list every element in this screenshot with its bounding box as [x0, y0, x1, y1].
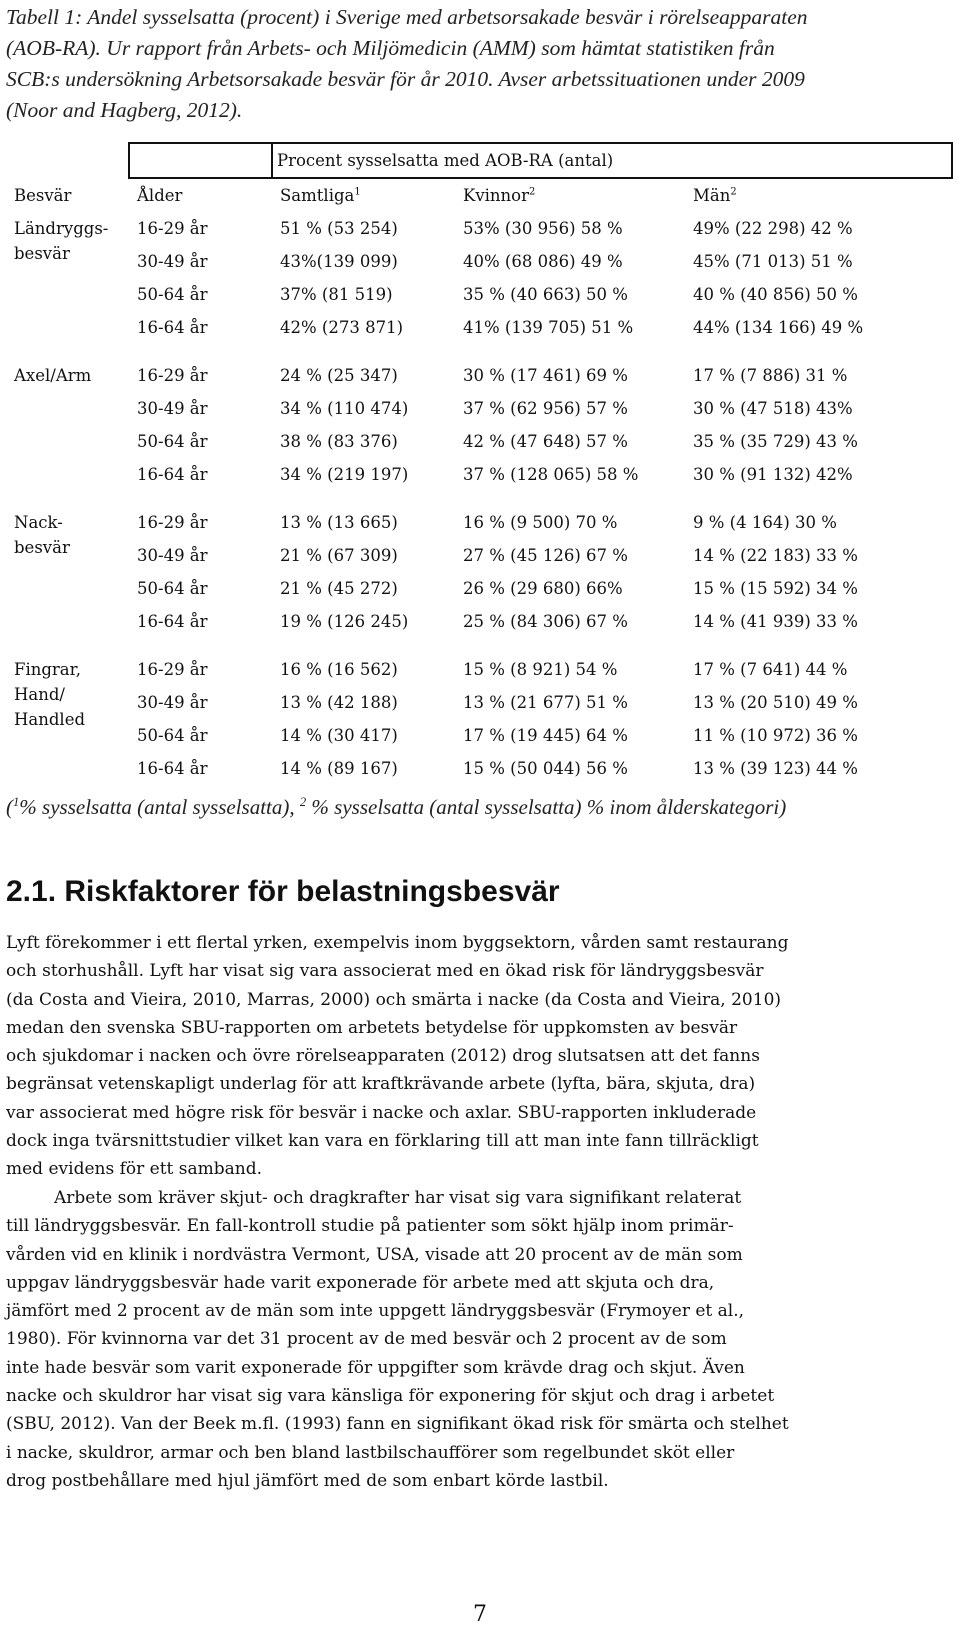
cell-alder: 16-29 år	[137, 366, 208, 385]
cell-kvinnor: 17 % (19 445) 64 %	[463, 726, 628, 745]
cell-man: 49% (22 298) 42 %	[693, 219, 853, 238]
cell-samtliga: 51 % (53 254)	[280, 219, 398, 238]
group-spacer-row	[6, 344, 952, 359]
besvar-label: Axel/Arm	[14, 366, 92, 385]
cell-man: 35 % (35 729) 43 %	[693, 432, 858, 451]
cell-alder: 30-49 år	[137, 693, 208, 712]
paragraph-line: inte hade besvär som varit exponerade för uppgifter som krävde drag och skjut. Även	[6, 1357, 745, 1378]
paragraph-line: medan den svenska SBU-rapporten om arbetets betydelse för uppkomsten av besvär	[6, 1017, 738, 1038]
table-row	[6, 605, 952, 638]
paragraph-line: dock inga tvärsnittstudier vilket kan vara en förklaring till att man inte fann tillräckligt	[6, 1131, 759, 1152]
table-column-header-row	[6, 178, 952, 212]
cell-kvinnor: 53% (30 956) 58 %	[463, 219, 623, 238]
paragraph-line: Arbete som kräver skjut- och dragkrafter har visat sig vara signifikant relaterat	[54, 1188, 742, 1208]
cell-alder: 16-64 år	[137, 318, 208, 337]
cell-kvinnor: 40% (68 086) 49 %	[463, 252, 623, 271]
paragraph-line: jämfört med 2 procent av de män som inte uppgett ländryggsbesvär (Frymoyer et al.,	[6, 1301, 745, 1322]
cell-kvinnor: 35 % (40 663) 50 %	[463, 285, 628, 304]
header-alder: Ålder	[137, 186, 183, 205]
cell-samtliga: 13 % (13 665)	[280, 513, 398, 532]
cell-alder: 30-49 år	[137, 546, 208, 565]
cell-man: 14 % (22 183) 33 %	[693, 546, 858, 565]
paragraph-line: Lyft förekommer i ett flertal yrken, exempelvis inom byggsektorn, vården samt restaurang	[6, 933, 789, 953]
cell-samtliga: 38 % (83 376)	[280, 432, 398, 451]
cell-alder: 16-29 år	[137, 660, 208, 679]
cell-man: 40 % (40 856) 50 %	[693, 285, 858, 304]
cell-kvinnor: 30 % (17 461) 69 %	[463, 366, 628, 385]
cell-man: 13 % (20 510) 49 %	[693, 693, 858, 712]
table-footnote	[6, 792, 956, 822]
empty-header-cell	[6, 143, 129, 178]
cell-alder: 50-64 år	[137, 726, 208, 745]
group-header-cell	[272, 143, 952, 178]
table-row	[6, 506, 952, 539]
cell-kvinnor: 27 % (45 126) 67 %	[463, 546, 628, 565]
footnote-open: (	[6, 795, 13, 819]
table-row	[6, 719, 952, 752]
cell-kvinnor: 25 % (84 306) 67 %	[463, 612, 628, 631]
paragraph-line: och storhushåll. Lyft har visat sig vara associerat med en ökad risk för ländryggsbesvär	[6, 961, 764, 982]
besvar-cell	[6, 359, 129, 491]
paragraph-line: (SBU, 2012). Van der Beek m.fl. (1993) fann en signifikant ökad risk för smärta och stelhet	[6, 1414, 789, 1435]
paragraph-line: i nacke, skuldror, armar och ben bland lastbilschaufförer som regelbundet sköt eller	[6, 1442, 735, 1463]
besvar-label: besvär	[14, 538, 70, 557]
header-man-sup: 2	[730, 186, 737, 198]
table-row	[6, 278, 952, 311]
caption-line: Tabell 1: Andel sysselsatta (procent) i Sverige med arbetsorsakade besvär i rörelseapparaten	[6, 5, 808, 29]
cell-samtliga: 21 % (67 309)	[280, 546, 398, 565]
footnote-part-2: % sysselsatta (antal sysselsatta) % inom ålderskategori)	[306, 795, 787, 819]
paragraph-line: var associerat med högre risk för besvär i nacke och axlar. SBU-rapporten inkluderade	[6, 1102, 757, 1123]
cell-man: 14 % (41 939) 33 %	[693, 612, 858, 631]
cell-man: 44% (134 166) 49 %	[693, 318, 864, 337]
header-samtliga-label: Samtliga	[280, 186, 355, 205]
table-body	[6, 143, 952, 785]
paragraph-line: (da Costa and Vieira, 2010, Marras, 2000) och smärta i nacke (da Costa and Vieira, 2010)	[6, 989, 782, 1010]
table-row	[6, 572, 952, 605]
besvar-cell	[6, 506, 129, 638]
cell-kvinnor: 13 % (21 677) 51 %	[463, 693, 628, 712]
aob-ra-table	[6, 142, 953, 785]
cell-man: 17 % (7 886) 31 %	[693, 366, 848, 385]
cell-alder: 50-64 år	[137, 285, 208, 304]
table-row	[6, 686, 952, 719]
cell-samtliga: 37% (81 519)	[280, 285, 393, 304]
footnote-sup-1: 1	[13, 795, 20, 809]
caption-line: (AOB-RA). Ur rapport från Arbets- och Miljömedicin (AMM) som hämtat statistiken från	[6, 36, 775, 60]
cell-kvinnor: 37 % (128 065) 58 %	[463, 465, 639, 484]
paragraph-line: nacke och skuldror har visat sig vara känsliga för exponering för skjut och drag i arbetet	[6, 1386, 775, 1407]
paragraph-line: till ländryggsbesvär. En fall-kontroll studie på patienter som sökt hjälp inom primär-	[6, 1216, 734, 1237]
cell-alder: 50-64 år	[137, 579, 208, 598]
paragraph-line: och sjukdomar i nacken och övre rörelseapparaten (2012) drog slutsatsen att det fanns	[6, 1046, 760, 1067]
spacer-cell	[6, 638, 952, 653]
table-row	[6, 359, 952, 392]
empty-header-cell	[129, 143, 272, 178]
cell-kvinnor: 42 % (47 648) 57 %	[463, 432, 628, 451]
besvar-cell	[6, 212, 129, 344]
cell-samtliga: 13 % (42 188)	[280, 693, 398, 712]
header-besvar: Besvär	[14, 185, 72, 205]
cell-alder: 16-64 år	[137, 759, 208, 778]
group-spacer-row	[6, 491, 952, 506]
table-row	[6, 539, 952, 572]
table-row	[6, 458, 952, 491]
cell-alder: 16-64 år	[137, 612, 208, 631]
cell-alder: 16-29 år	[137, 513, 208, 532]
footnote-sup-2: 2	[299, 795, 307, 809]
besvar-label: besvär	[14, 244, 70, 263]
cell-samtliga: 34 % (219 197)	[280, 465, 409, 484]
cell-man: 45% (71 013) 51 %	[693, 252, 853, 271]
cell-kvinnor: 41% (139 705) 51 %	[463, 318, 634, 337]
besvar-label: Handled	[14, 710, 86, 729]
cell-kvinnor: 16 % (9 500) 70 %	[463, 513, 618, 532]
cell-samtliga: 42% (273 871)	[280, 318, 404, 337]
besvar-cell	[6, 653, 129, 785]
table-row	[6, 392, 952, 425]
group-header-text: Procent sysselsatta med AOB-RA (antal)	[277, 151, 614, 170]
cell-samtliga: 24 % (25 347)	[280, 366, 398, 385]
paragraph-line: uppgav ländryggsbesvär hade varit exponerade för arbete med att skjuta och dra,	[6, 1272, 715, 1293]
table-row	[6, 752, 952, 785]
besvar-label: Hand/	[14, 685, 65, 704]
cell-samtliga: 19 % (126 245)	[280, 612, 409, 631]
header-kvinnor-sup: 2	[529, 186, 536, 198]
cell-samtliga: 43%(139 099)	[280, 252, 398, 271]
table-row	[6, 653, 952, 686]
cell-kvinnor: 15 % (8 921) 54 %	[463, 660, 618, 679]
paragraph-line: med evidens för ett samband.	[6, 1159, 263, 1180]
header-samtliga	[272, 178, 455, 212]
caption-line: (Noor and Hagberg, 2012).	[6, 98, 243, 122]
group-spacer-row	[6, 638, 952, 653]
table-row	[6, 212, 952, 245]
caption-line: SCB:s undersökning Arbetsorsakade besvär för år 2010. Avser arbetssituationen under 2009	[6, 67, 805, 91]
cell-alder: 30-49 år	[137, 252, 208, 271]
spacer-cell	[6, 491, 952, 506]
cell-man: 9 % (4 164) 30 %	[693, 513, 837, 532]
table-row	[6, 245, 952, 278]
table-caption	[6, 2, 946, 126]
cell-kvinnor: 26 % (29 680) 66%	[463, 579, 623, 598]
cell-alder: 16-29 år	[137, 219, 208, 238]
header-kvinnor-label: Kvinnor	[463, 186, 529, 205]
cell-alder: 30-49 år	[137, 399, 208, 418]
section-heading: 2.1. Riskfaktorer för belastningsbesvär	[6, 875, 560, 908]
cell-kvinnor: 15 % (50 044) 56 %	[463, 759, 628, 778]
footnote-part-1: % sysselsatta (antal sysselsatta),	[19, 795, 300, 819]
cell-samtliga: 34 % (110 474)	[280, 399, 409, 418]
cell-samtliga: 21 % (45 272)	[280, 579, 398, 598]
paragraph-line: begränsat vetenskapligt underlag för att kraftkrävande arbete (lyfta, bära, skjuta, dra)	[6, 1074, 756, 1095]
cell-samtliga: 14 % (89 167)	[280, 759, 398, 778]
cell-man: 13 % (39 123) 44 %	[693, 759, 858, 778]
cell-alder: 50-64 år	[137, 432, 208, 451]
paragraph-2	[6, 1184, 952, 1495]
header-samtliga-sup: 1	[354, 186, 361, 198]
header-man	[685, 178, 952, 212]
besvar-label: Ländryggs-	[14, 219, 109, 238]
besvar-label: Fingrar,	[14, 660, 81, 679]
page-number: 7	[473, 1602, 487, 1627]
cell-man: 30 % (91 132) 42%	[693, 465, 853, 484]
paragraph-line: vården vid en klinik i nordvästra Vermont, USA, visade att 20 procent av de män som	[6, 1244, 743, 1265]
table-row	[6, 425, 952, 458]
cell-samtliga: 14 % (30 417)	[280, 726, 398, 745]
paragraph-line: 1980). För kvinnorna var det 31 procent av de med besvär och 2 procent av de som	[6, 1329, 727, 1350]
cell-man: 17 % (7 641) 44 %	[693, 660, 848, 679]
table-row	[6, 311, 952, 344]
besvar-label: Nack-	[14, 513, 63, 532]
paragraph-line: drog postbehållare med hjul jämfört med de som enbart körde lastbil.	[6, 1470, 609, 1491]
cell-kvinnor: 37 % (62 956) 57 %	[463, 399, 628, 418]
paragraph-1	[6, 929, 952, 1184]
cell-man: 11 % (10 972) 36 %	[693, 726, 858, 745]
table-group-header-row	[6, 143, 952, 178]
spacer-cell	[6, 344, 952, 359]
cell-samtliga: 16 % (16 562)	[280, 660, 398, 679]
header-man-label: Män	[693, 186, 731, 205]
header-kvinnor	[455, 178, 685, 212]
cell-alder: 16-64 år	[137, 465, 208, 484]
cell-man: 30 % (47 518) 43%	[693, 399, 853, 418]
cell-man: 15 % (15 592) 34 %	[693, 579, 858, 598]
